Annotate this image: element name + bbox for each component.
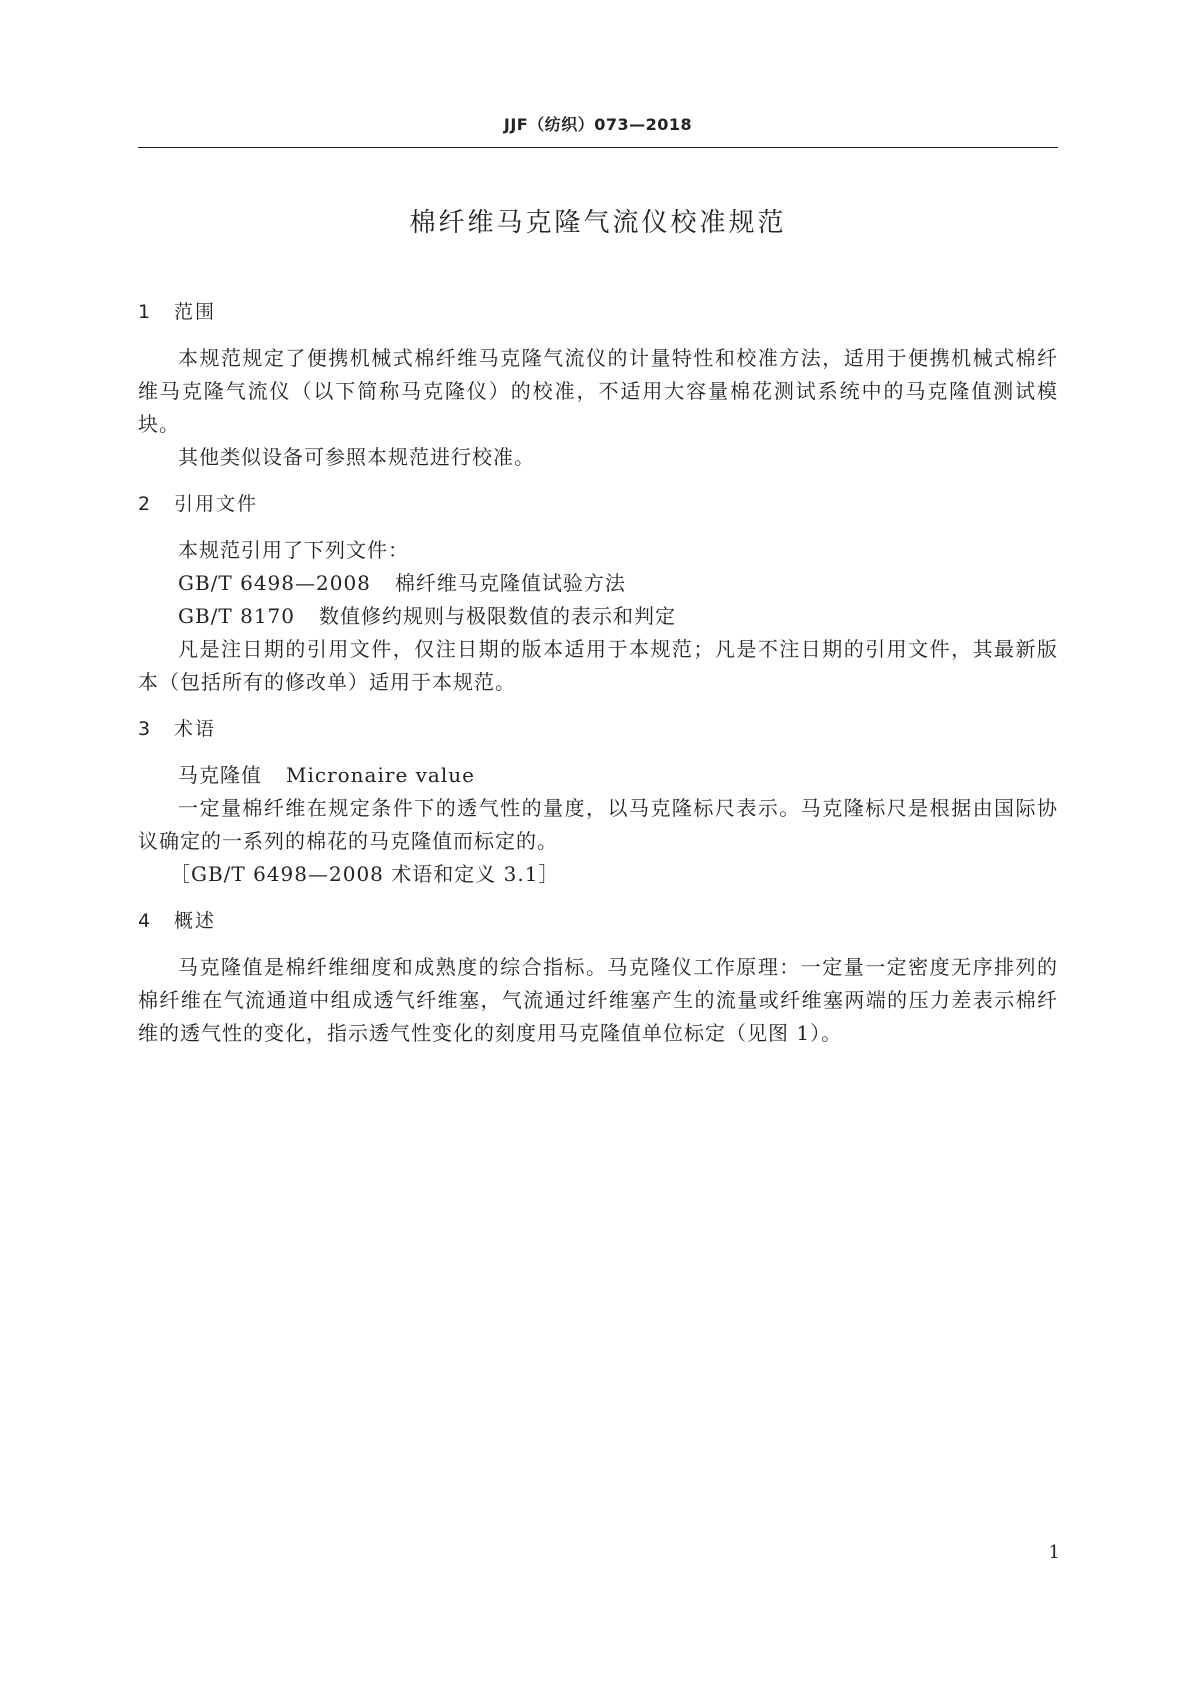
header-divider (138, 147, 1058, 148)
reference-code: GB/T 6498—2008 (178, 571, 371, 595)
overview-paragraph: 马克隆值是棉纤维细度和成熟度的综合指标。马克隆仪工作原理：一定量一定密度无序排列的棉纤维在气流通道中组成透气纤维塞，气流通过纤维塞产生的流量或纤维塞两端的压力差表示棉纤维的透气性的变化，指示透气性变化的刻度用马克隆值单位标定（见图 1）。 (138, 955, 1058, 1045)
section-2-heading (138, 488, 1058, 521)
reference-title: 数值修约规则与极限数值的表示和判定 (319, 604, 677, 628)
reference-code: GB/T 8170 (178, 604, 296, 628)
standard-code-header: JJF（纺织）073—2018 (503, 115, 693, 134)
reference-item (138, 567, 1058, 600)
section-4-heading (138, 905, 1058, 938)
document-title: 棉纤维马克隆气流仪校准规范 (409, 208, 787, 238)
section-title: 范围 (174, 301, 217, 323)
term-entry (138, 759, 1058, 792)
document-body (138, 296, 1058, 1050)
scope-paragraph: 本规范规定了便携机械式棉纤维马克隆气流仪的计量特性和校准方法，适用于便携机械式棉纤维马克隆气流仪（以下简称马克隆仪）的校准，不适用大容量棉花测试系统中的马克隆值测试模块。 (138, 346, 1058, 436)
section-number: 2 (138, 493, 153, 515)
section-number: 4 (138, 910, 153, 932)
section-title: 概述 (174, 910, 217, 932)
reference-item (138, 600, 1058, 633)
scope-note: 其他类似设备可参照本规范进行校准。 (178, 445, 535, 469)
section-3-heading (138, 713, 1058, 746)
section-1-heading (138, 296, 1058, 329)
section-number: 3 (138, 718, 153, 740)
references-intro: 本规范引用了下列文件： (178, 538, 409, 562)
term-source: ［GB/T 6498—2008 术语和定义 3.1］ (170, 862, 560, 886)
reference-title: 棉纤维马克隆值试验方法 (394, 571, 626, 595)
section-title: 术语 (174, 718, 217, 740)
term-zh: 马克隆值 (178, 763, 262, 787)
term-en: Micronaire value (286, 763, 475, 787)
term-definition: 一定量棉纤维在规定条件下的透气性的量度，以马克隆标尺表示。马克隆标尺是根据由国际协议确定的一系列的棉花的马克隆值而标定的。 (138, 796, 1058, 853)
references-note: 凡是注日期的引用文件，仅注日期的版本适用于本规范；凡是不注日期的引用文件，其最新版本（包括所有的修改单）适用于本规范。 (138, 637, 1058, 694)
page-number: 1 (1048, 1542, 1060, 1563)
section-title: 引用文件 (174, 493, 259, 515)
section-number: 1 (138, 301, 153, 323)
